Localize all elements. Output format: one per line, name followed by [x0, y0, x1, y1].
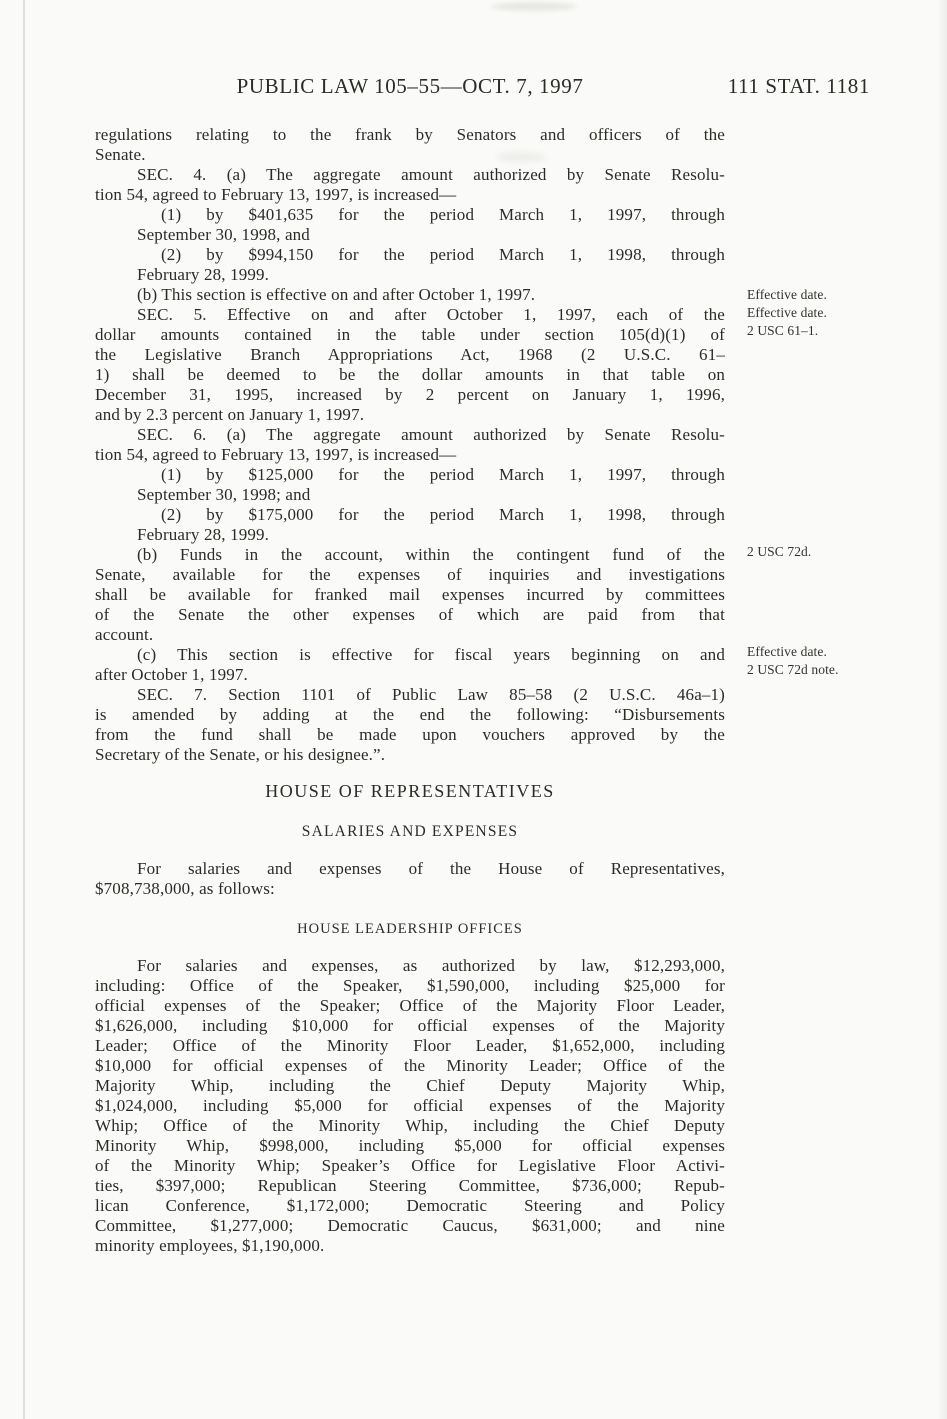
statute-line: Leader; Office of the Minority Floor Leader, $1,652,000, including — [95, 1036, 725, 1055]
statute-line: For salaries and expenses of the House of Representatives, — [137, 859, 725, 878]
margin-note-effective-date-sec4 — [747, 286, 882, 304]
salaries-paragraph — [95, 859, 725, 899]
statute-line: minority employees, $1,190,000. — [95, 1236, 325, 1255]
statute-line: $1,626,000, including $10,000 for official expenses of the Majority — [95, 1016, 725, 1035]
statute-line: $1,024,000, including $5,000 for official expenses of the Majority — [95, 1096, 725, 1115]
statute-line: Minority Whip, $998,000, including $5,000 for official expenses — [95, 1136, 725, 1155]
statute-line: and by 2.3 percent on January 1, 1997. — [95, 405, 365, 424]
margin-note-effective-date-sec5 — [747, 304, 882, 340]
header-law-title: PUBLIC LAW 105–55—OCT. 7, 1997 — [236, 74, 584, 98]
statute-line: SEC. 4. (a) The aggregate amount authorized by Senate Resolu- — [137, 165, 725, 184]
statute-line: For salaries and expenses, as authorized by law, $12,293,000, — [137, 956, 725, 975]
statute-line: of the Minority Whip; Speaker’s Office for Legislative Floor Activi- — [95, 1156, 725, 1175]
statute-line: September 30, 1998; and — [137, 485, 311, 504]
heading-house-of-representatives: HOUSE OF REPRESENTATIVES — [265, 781, 555, 801]
statute-line: Whip; Office of the Minority Whip, including the Chief Deputy — [95, 1116, 725, 1135]
statute-line: Secretary of the Senate, or his designee.”. — [95, 745, 386, 764]
scan-artifact-left-edge-line — [23, 0, 25, 1419]
statute-line: Committee, $1,277,000; Democratic Caucus, $631,000; and nine — [95, 1216, 725, 1235]
heading-house-leadership-offices: HOUSE LEADERSHIP OFFICES — [297, 921, 523, 937]
statute-line: Senate, available for the expenses of inquiries and investigations — [95, 565, 725, 584]
statute-line: $10,000 for official expenses of the Minority Leader; Office of the — [95, 1056, 725, 1075]
statute-line: Majority Whip, including the Chief Deputy Majority Whip, — [95, 1076, 725, 1095]
statute-line: (b) This section is effective on and after October 1, 1997. — [137, 285, 536, 304]
statute-line: the Legislative Branch Appropriations Act, 1968 (2 U.S.C. 61– — [95, 345, 725, 364]
margin-note-line: 2 USC 72d note. — [747, 662, 839, 677]
margin-note-line: Effective date. — [747, 305, 827, 320]
statute-line: is amended by adding at the end the following: “Disbursements — [95, 705, 725, 724]
statute-line: 1) shall be deemed to be the dollar amounts in that table on — [95, 365, 725, 384]
margin-note-line: 2 USC 61–1. — [747, 323, 819, 338]
document-body — [95, 125, 725, 1256]
statute-line: of the Senate the other expenses of which are paid from that — [95, 605, 725, 624]
statute-line: SEC. 7. Section 1101 of Public Law 85–58 (2 U.S.C. 46a–1) — [137, 685, 725, 704]
scan-artifact-right-shade — [937, 0, 947, 1419]
statute-line: February 28, 1999. — [137, 265, 270, 284]
statute-line: December 31, 1995, increased by 2 percent on January 1, 1996, — [95, 385, 725, 404]
statute-line: lican Conference, $1,172,000; Democratic Steering and Policy — [95, 1196, 725, 1215]
statute-line: tion 54, agreed to February 13, 1997, is increased— — [95, 185, 457, 204]
margin-note-usc-72d — [747, 543, 882, 561]
statute-line: $708,738,000, as follows: — [95, 879, 275, 898]
statute-line: (2) by $994,150 for the period March 1, 1998, through — [161, 245, 725, 264]
header-stat-number: 111 STAT. 1181 — [727, 74, 870, 98]
leadership-paragraph — [95, 956, 725, 1256]
statute-line: official expenses of the Speaker; Office of the Majority Floor Leader, — [95, 996, 725, 1015]
statute-line: (1) by $401,635 for the period March 1, 1997, through — [161, 205, 725, 224]
statute-line: SEC. 5. Effective on and after October 1, 1997, each of the — [137, 305, 725, 324]
statute-line: dollar amounts contained in the table under section 105(d)(1) of — [95, 325, 725, 344]
margin-note-line: Effective date. — [747, 287, 827, 302]
statute-line: (1) by $125,000 for the period March 1, 1997, through — [161, 465, 725, 484]
statute-line: tion 54, agreed to February 13, 1997, is increased— — [95, 445, 457, 464]
statute-line: including: Office of the Speaker, $1,590,000, including $25,000 for — [95, 976, 725, 995]
margin-note-effective-date-sec6c — [747, 643, 882, 679]
statute-line: account. — [95, 625, 154, 644]
heading-salaries-and-expenses: SALARIES AND EXPENSES — [301, 823, 519, 840]
statute-line: (2) by $175,000 for the period March 1, 1998, through — [161, 505, 725, 524]
statute-line: (b) Funds in the account, within the contingent fund of the — [137, 545, 725, 564]
statute-line: from the fund shall be made upon vouchers approved by the — [95, 725, 725, 744]
statute-line: after October 1, 1997. — [95, 665, 248, 684]
statute-line: ties, $397,000; Republican Steering Committee, $736,000; Repub- — [95, 1176, 725, 1195]
statute-line: SEC. 6. (a) The aggregate amount authorized by Senate Resolu- — [137, 425, 725, 444]
statute-line: Senate. — [95, 145, 146, 164]
margin-note-line: Effective date. — [747, 644, 827, 659]
statute-line: September 30, 1998, and — [137, 225, 310, 244]
statute-line: February 28, 1999. — [137, 525, 270, 544]
scan-artifact-top-smudge — [492, 2, 576, 11]
margin-note-line: 2 USC 72d. — [747, 544, 812, 559]
statute-line: shall be available for franked mail expenses incurred by committees — [95, 585, 725, 604]
statute-line: (c) This section is effective for fiscal years beginning on and — [137, 645, 725, 664]
statute-line: regulations relating to the frank by Senators and officers of the — [95, 125, 725, 144]
